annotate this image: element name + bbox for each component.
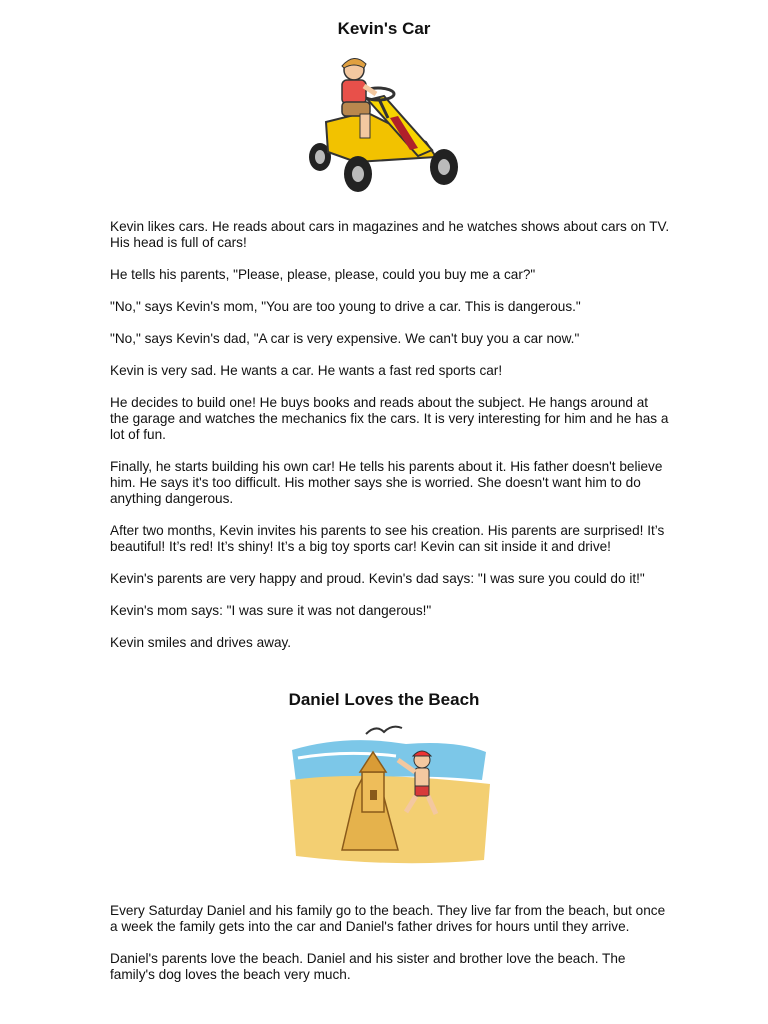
paragraph: After two months, Kevin invites his parents to see his creation. His parents are surprised! It’s beautiful! It’s red! It’s shiny! It’s a big toy sports car! Kevin can sit inside it and drive! (110, 523, 665, 554)
paragraph: Every Saturday Daniel and his family go to the beach. They live far from the beach, but once a week the family gets into the car and Daniel's father drives for hours until they arrive. (110, 903, 666, 934)
paragraph: Kevin's parents are very happy and proud. Kevin's dad says: "I was sure you could do it!" (110, 571, 645, 586)
paragraph: Daniel's parents love the beach. Daniel and his sister and brother love the beach. The family's dog loves the beach very much. (110, 951, 626, 982)
paragraph: Kevin smiles and drives away. (110, 635, 292, 650)
paragraph: Kevin likes cars. He reads about cars in magazines and he watches shows about cars on TV. His head is full of cars! (110, 219, 670, 250)
paragraph: Kevin's mom says: "I was sure it was not dangerous!" (110, 603, 432, 618)
paragraph: Finally, he starts building his own car! He tells his parents about it. His father doesn't believe him. He says it's too difficult. His mother says she is worried. She doesn't want him to do anything dangerous. (110, 459, 663, 506)
paragraph: He decides to build one! He buys books and reads about the subject. He hangs around at the garage and watches the mechanics fix the cars. It is very interesting for him and he has a lot of fun. (110, 395, 669, 442)
paragraph: "No," says Kevin's mom, "You are too young to drive a car. This is dangerous." (110, 299, 581, 314)
story-body-kevins-car (110, 219, 670, 651)
story-title-kevins-car: Kevin's Car (337, 19, 431, 38)
paragraph: "No," says Kevin's dad, "A car is very expensive. We can't buy you a car now." (110, 331, 580, 346)
paragraph: Kevin is very sad. He wants a car. He wants a fast red sports car! (110, 363, 503, 378)
story-body-daniel-beach (110, 903, 670, 983)
story-title-daniel-beach: Daniel Loves the Beach (288, 690, 480, 709)
sandcastle-illustration-icon (286, 720, 492, 864)
go-kart-illustration-icon (306, 52, 462, 194)
paragraph: He tells his parents, "Please, please, please, could you buy me a car?" (110, 267, 536, 282)
